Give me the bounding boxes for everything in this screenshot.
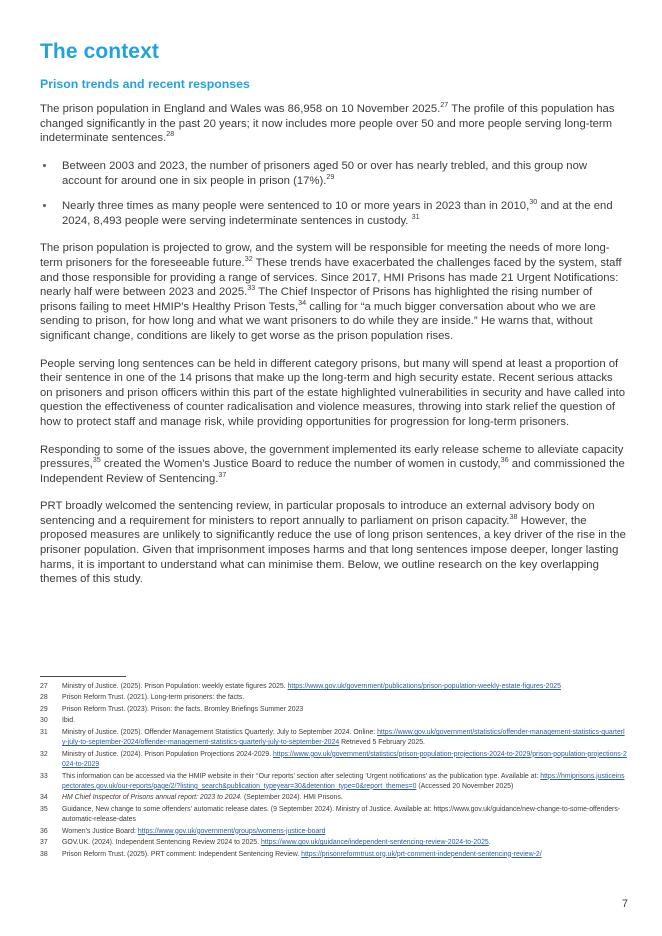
paragraph-intro — [40, 102, 628, 146]
footnote-number: 29 — [40, 705, 48, 713]
para5-seg1: PRT broadly welcomed the sentencing review, in particular proposals to introduce an external advisory body on sentencing and a requirement for ministers to report annually to parliament on prison capacity. — [40, 500, 595, 527]
footnote-entry — [40, 750, 628, 771]
page-content — [40, 40, 628, 587]
footnote-link[interactable]: https://www.gov.uk/government/publications/prison-population-weekly-estate-figures-2025 — [287, 683, 561, 690]
bullet-list — [40, 159, 628, 228]
footnote-entry — [40, 850, 628, 860]
footnote-ref-36[interactable]: 36 — [500, 455, 509, 465]
page-number: 7 — [621, 898, 628, 910]
footnote-text: Ibid. — [62, 717, 76, 725]
footnote-link[interactable]: https://prisonreformtrust.org.uk/prt-comment-independent-sentencing-review-2/ — [301, 850, 542, 858]
page-title: The context — [40, 40, 159, 63]
para2-seg4: calling for “a much bigger conversation about who we are sending to prison, for how long and what we want prisoners to do while they are inside.” He warns that, without significant change, conditions are likely to get worse as the prison population rises. — [40, 300, 596, 342]
footnote-link[interactable]: https://www.gov.uk/government/statistics/prison-population-projections-2024-to-2029/prison-population-projections-2024-to-2029 — [62, 750, 627, 769]
footnote-number: 30 — [40, 717, 48, 725]
footnote-text: Prison Reform Trust. (2023). Prison: the facts. Bromley Briefings Summer 2023 — [62, 705, 304, 713]
paragraph-estate — [40, 357, 628, 430]
paragraph-projections — [40, 241, 628, 343]
footnote-entry — [40, 682, 628, 692]
footnote-tail: (Accessed 20 November 2025) — [416, 782, 514, 790]
footnote-text: Ministry of Justice. (2025). Offender Management Statistics Quarterly: July to September 2024. Online: — [62, 728, 378, 736]
para3-seg1: People serving long sentences can be held in different category prisons, but many will spend at least a proportion of their sentence in one of the 14 prisons that make up the long-term and high security estate. Recent serious attacks on prisoners and prison officers within this part of the estate highlighted vulnerabilities in security and have called into question the effectiveness of counter radicalisation and violence measures, throwing into stark relief the question of how to protect staff and manage risk, while providing opportunities for progression for long-term prisoners. — [40, 357, 626, 428]
footnote-text: This information can be accessed via the HMIP website in their ‘‘Our reports’ section after selecting ‘Urgent notifications’ as the publication type. Available at: — [62, 772, 541, 780]
footnote-entry — [40, 705, 628, 715]
footnote-entry — [40, 693, 628, 703]
paragraph-government-response — [40, 443, 628, 487]
footnote-ref-35[interactable]: 35 — [92, 455, 101, 465]
footnote-entry — [40, 772, 628, 793]
footnote-tail: . — [488, 839, 491, 847]
section-subtitle: Prison trends and recent responses — [40, 77, 250, 92]
footnote-link[interactable]: https://hmiprisons.justiceinspectorates.gov.uk/our-reports/page/2/?listing_search&publication_typeyear=30&detention_type=0&report_themes=0 — [62, 772, 625, 790]
para4-seg3: and commissioned the Independent Review of Sentencing. — [40, 458, 625, 485]
footnote-text: Prison Reform Trust. (2025). PRT comment: Independent Sentencing Review. — [62, 850, 302, 858]
footnote-ref-31[interactable]: 31 — [411, 212, 420, 222]
para4-seg1: Responding to some of the issues above, the government implemented its early release scheme to alleviate capacity pressures, — [40, 443, 624, 471]
footnote-number: 33 — [40, 772, 48, 780]
footnote-number: 34 — [40, 794, 48, 802]
bullet-dot-icon — [43, 164, 46, 167]
footnote-list — [40, 682, 628, 860]
footnote-text: (September 2024). HMI Prisons. — [242, 794, 343, 802]
footnote-number: 36 — [40, 827, 48, 835]
para2-seg2: These trends have exacerbated the challenges faced by the system, staff and those responsible for providing a range of services. Since 2017, HMI Prisons has made 21 Urgent Notifications: nearly half were between 2023 and 2025. — [40, 256, 622, 299]
footnote-text: Ministry of Justice. (2024). Prison Population Projections 2024-2029. — [62, 750, 274, 758]
para2-seg3: The Chief Inspector of Prisons has highlighted the rising number of prisons failing to meet HMIP's Healthy Prison Tests, — [40, 286, 593, 313]
bullet-2-seg2: and at the end 2024, 8,493 people were serving indeterminate sentences in custody. — [62, 200, 613, 227]
footnote-ref-34[interactable]: 34 — [298, 298, 307, 307]
bullet-1-seg1: Between 2003 and 2023, the number of prisoners aged 50 or over has nearly trebled, and this group now account for around one in six people in prison (17%). — [62, 160, 588, 187]
footnote-ref-37[interactable]: 37 — [218, 469, 227, 479]
footnote-number: 38 — [40, 850, 48, 858]
footnote-number: 37 — [40, 839, 48, 847]
list-item — [40, 199, 628, 228]
footnote-ref-33[interactable]: 33 — [247, 283, 256, 293]
footnote-text: Ministry of Justice. (2025). Prison Population: weekly estate figures 2025. — [62, 683, 288, 690]
footnote-tail: Retrieved 5 February 2025. — [339, 739, 425, 747]
footnote-ref-28[interactable]: 28 — [166, 129, 175, 139]
paragraph-prt-comment — [40, 499, 628, 587]
footnote-separator-rule — [40, 676, 126, 677]
list-item — [40, 159, 628, 188]
footnote-entry — [40, 793, 628, 803]
footnote-ref-29[interactable]: 29 — [326, 171, 335, 181]
para1-seg1: The prison population in England and Wales was 86,958 on 10 November 2025. — [40, 103, 441, 116]
para2-seg1: The prison population is projected to grow, and the system will be responsible for meeting the needs of more long-term prisoners for the foreseeable future. — [40, 242, 610, 269]
bullet-2-seg1: Nearly three times as many people were sentenced to 10 or more years in 2023 than in 2010, — [62, 200, 530, 213]
para4-seg2: created the Women's Justice Board to reduce the number of women in custody, — [100, 458, 501, 471]
footnote-text: Women's Justice Board: — [62, 827, 138, 835]
footnote-number: 35 — [40, 805, 48, 813]
para1-seg2: The profile of this population has changed significantly in the past 20 years; it now includes more people over 50 and more people serving long-term indeterminate sentences. — [40, 103, 615, 145]
footnote-entry — [40, 805, 628, 826]
footnote-entry — [40, 716, 628, 726]
footnote-link[interactable]: https://www.gov.uk/government/statistics/offender-management-statistics-quarterly-july-to-september-2024/offender-management-statistics-quarterly-july-to-september-2024 — [62, 728, 625, 747]
footnote-ref-27[interactable]: 27 — [440, 100, 449, 110]
footnote-text: Prison Reform Trust. (2021). Long-term prisoners: the facts. — [62, 694, 245, 702]
footnote-entry — [40, 838, 628, 848]
footnote-link[interactable]: https://www.gov.uk/guidance/independent-sentencing-review-2024-to-2025 — [260, 839, 489, 847]
footnote-entry — [40, 728, 628, 749]
footnote-entry — [40, 827, 628, 837]
footnote-number: 28 — [40, 694, 48, 702]
footnote-ref-30[interactable]: 30 — [529, 197, 538, 207]
footnote-title-italic: HM Chief Inspector of Prisons annual report: 2023 to 2024. — [62, 794, 243, 802]
bullet-dot-icon — [43, 204, 46, 207]
footnote-link[interactable]: https://www.gov.uk/government/groups/womens-justice-board — [137, 827, 326, 835]
footnote-text: GOV.UK. (2024). Independent Sentencing Review 2024 to 2025. — [62, 839, 261, 847]
footnote-number: 27 — [40, 683, 48, 690]
footnote-ref-38[interactable]: 38 — [509, 512, 518, 522]
footnote-number: 31 — [40, 728, 48, 736]
footnotes-section — [40, 676, 628, 861]
footnote-text: Guidance, New change to some offenders' automatic release dates. (9 September 2024). Ministry of Justice. Available at: https://www.gov.uk/guidance/new-change-to-some-offenders-automatic-release-dates — [62, 805, 621, 824]
para5-seg2: However, the proposed measures are unlikely to significantly reduce the use of long prison sentences, a key driver of the rise in the prisoner population. Given that imprisonment imposes harms and that long sentences impose deeper, longer lasting harms, it is important to understand what can minimise them. Below, we outline research on the key overlapping themes of this study. — [40, 514, 626, 586]
footnote-ref-32[interactable]: 32 — [244, 254, 253, 264]
footnote-number: 32 — [40, 750, 48, 758]
